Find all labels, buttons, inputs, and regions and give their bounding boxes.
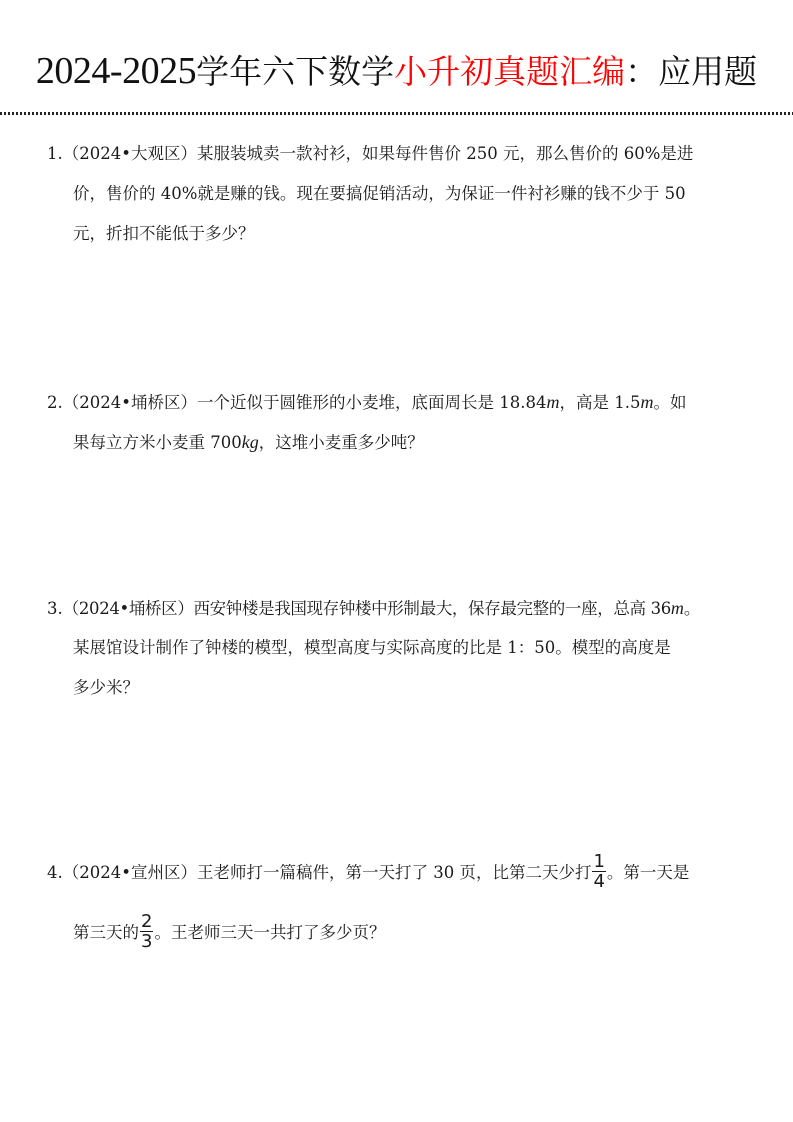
- question-2-line-2: [47, 422, 747, 462]
- fraction-numerator: 1: [593, 851, 605, 872]
- question-text: 果每立方米小麦重 700: [73, 433, 242, 452]
- fraction-denominator: 3: [141, 931, 153, 952]
- fraction-two-thirds: [140, 912, 153, 951]
- question-2-line-1: [47, 382, 747, 422]
- unit-kilogram: kg: [241, 432, 259, 452]
- question-number: 1.: [47, 144, 63, 163]
- question-text: ，高是 1.5: [559, 393, 641, 412]
- question-text: ，这堆小麦重多少吨？: [258, 433, 424, 452]
- title-year: 2024-2025: [35, 50, 197, 92]
- title-topic: ：应用题: [625, 52, 758, 91]
- dotted-divider: [0, 112, 793, 115]
- question-1: [47, 134, 747, 254]
- question-3-line-3: 多少米？: [73, 678, 139, 697]
- question-text: 。: [683, 599, 701, 618]
- title-highlight: 小升初真题汇编: [394, 52, 626, 91]
- question-text: 。第一天是: [606, 863, 690, 882]
- question-number: 3.: [47, 599, 63, 618]
- question-text: （2024•埇桥区）西安钟楼是我国现存钟楼中形制最大，保存最完整的一座，总高 36: [62, 599, 671, 618]
- fraction-denominator: 4: [593, 871, 605, 892]
- question-3: [47, 588, 747, 708]
- page-title: [0, 48, 793, 95]
- question-1-line-3: 元，折扣不能低于多少？: [73, 224, 255, 243]
- question-number: 4.: [47, 863, 63, 882]
- question-3-line-1: [47, 588, 747, 628]
- question-1-line-2: 价，售价的 40%就是赚的钱。现在要搞促销活动，为保证一件衬衫赚的钱不少于 50: [73, 184, 686, 203]
- question-text: （2024•大观区）某服装城卖一款衬衫，如果每件售价 250 元，那么售价的 60%是进: [62, 144, 694, 163]
- question-4-line-1: [47, 843, 747, 903]
- fraction-one-quarter: [592, 852, 605, 891]
- question-3-line-2: 某展馆设计制作了钟楼的模型，模型高度与实际高度的比是 1：50。模型的高度是: [73, 638, 671, 657]
- unit-meter: m: [546, 392, 560, 412]
- question-1-line-1: [47, 134, 747, 174]
- question-number: 2.: [47, 393, 63, 412]
- question-2: [47, 382, 747, 462]
- fraction-numerator: 2: [141, 911, 153, 932]
- question-text: 。如: [653, 393, 687, 412]
- unit-meter: m: [670, 598, 684, 618]
- question-4-line-2: [47, 903, 747, 963]
- unit-meter: m: [640, 392, 654, 412]
- question-4: [47, 843, 747, 963]
- question-text: （2024•埇桥区）一个近似于圆锥形的小麦堆，底面周长是 18.84: [62, 393, 547, 412]
- question-text: （2024•宣州区）王老师打一篇稿件，第一天打了 30 页，比第二天少打: [62, 863, 592, 882]
- question-text: 第三天的: [73, 923, 139, 942]
- title-subject: 学年六下数学: [196, 52, 395, 91]
- question-text: 。王老师三天一共打了多少页？: [154, 923, 386, 942]
